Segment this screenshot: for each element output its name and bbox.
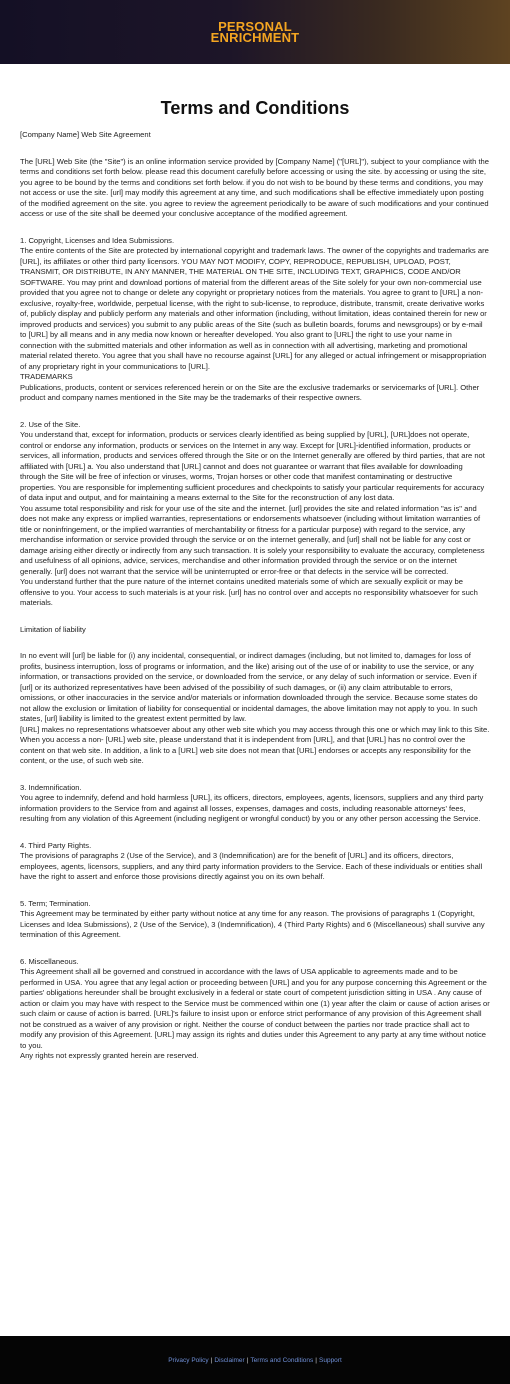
section-text: The entire contents of the Site are protected by international copyright and trademark laws. The owner of the copyrights and trademarks are [URL], its affiliates or other third party licensors. YOU MAY NOT MODIFY, COPY, REPRODUCE, REPUBLISH, UPLOAD, POST, TRANSMIT, OR DISTRIBUTE, IN ANY MANNER, THE MATERIAL ON THE SITE, INCLUDING TEXT, GRAPHICS, CODE AND/OR SOFTWARE. You may print and download portions of material from the different areas of the Site solely for your own non-commercial use provided that you agree not to change or delete any copyright or proprietary notices from the materials. You agree to grant to [URL] a non-exclusive, royalty-free, worldwide, perpetual license, with the right to sub-license, to reproduce, distribute, transmit, create derivative works of, publicly display and publicly perform any materials and other information (including, without limitation, ideas contained therein for new or improved products and services) you submit to any public areas of the Site (such as bulletin boards, forums and newsgroups) or by e-mail to [URL] by all means and in any media now known or hereafter developed. You also grant to [URL] the right to use your name in connection with the submitted materials and other information as well as in connection with all advertising, marketing and promotional material related thereto. You agree that you shall have no recourse against [URL] for any alleged or actual infringement or misappropriation of any proprietary right in your communications to [URL]. <box>20 246 489 371</box>
terms-section <box>20 651 490 767</box>
terms-section <box>20 625 490 636</box>
site-footer <box>0 1336 510 1384</box>
intro-paragraph <box>20 157 490 220</box>
footer-link-support[interactable]: Support <box>319 1356 342 1364</box>
footer-link-privacy-policy[interactable]: Privacy Policy <box>168 1356 209 1364</box>
section-text: [URL] makes no representations whatsoever about any other web site which you may access through this one or which may link to this Site. When you access a non- [URL] web site, please understand that it is independent from [URL], and that [URL] has no control over the content on that web site. In addition, a link to a [URL] web site does not mean that [URL] endorses or accepts any responsibility for the content, or the use, of such web site. <box>20 724 490 765</box>
page-title: Terms and Conditions <box>160 98 350 118</box>
main-content <box>0 98 510 1062</box>
section-text: The provisions of paragraphs 2 (Use of the Service), and 3 (Indemnification) are for the benefit of [URL] and its officers, directors, employees, agents, licensors, suppliers, and any third party information providers to the Service. Each of these individuals or entities shall have the right to assert and enforce those provisions directly against you on its own behalf. <box>20 851 483 881</box>
section-text: This Agreement may be terminated by either party without notice at any time for any reason. The provisions of paragraphs 1 (Copyright, Licenses and Idea Submissions), 2 (Use of the Service), 3 (Indemnification), 4 (Third Party Rights) and 6 (Miscellaneous) shall survive any termination of this Agreement. <box>20 909 485 939</box>
section-heading: 2. Use of the Site. <box>20 419 81 429</box>
section-heading: Limitation of liability <box>20 624 86 634</box>
footer-link-disclaimer[interactable]: Disclaimer <box>214 1356 245 1364</box>
footer-separator: | <box>210 1356 213 1364</box>
site-header <box>0 0 510 64</box>
site-logo[interactable] <box>211 21 300 43</box>
section-text: Any rights not expressly granted herein are reserved. <box>20 1051 199 1060</box>
terms-section <box>20 420 490 609</box>
page-subtitle: [Company Name] Web Site Agreement <box>20 130 151 139</box>
footer-separator: | <box>315 1356 317 1364</box>
terms-section <box>20 957 490 1062</box>
section-text: You assume total responsibility and risk for your use of the site and the internet. [url] provides the site and related information "as is" and does not make any express or implied warranties, representations or endorsements whatsoever (including without limitation warranties of title or noninfringement, or the implied warranties of merchantability or fitness for a particular purpose) with regard to the service, any merchandise information or service provided through the service or on the internet generally, and [url] shall not be liable for any cost or damage arising either directly or indirectly from any such transaction. It is solely your responsibility to evaluate the accuracy, completeness and usefulness of all opinions, advice, services, merchandise and other information provided through the service or on the internet generally. [url] does not warrant that the service will be uninterrupted or error-free or that defects in the service will be corrected. <box>20 503 485 576</box>
logo-line-1: PERSONAL <box>218 19 292 34</box>
footer-link-terms-and-conditions[interactable]: Terms and Conditions <box>250 1356 314 1364</box>
section-text: TRADEMARKS <box>20 372 73 381</box>
section-text: Publications, products, content or services referenced herein or on the Site are the exclusive trademarks or servicemarks of [URL]. Other product and company names mentioned in the Site may be the trademarks of their respective owners. <box>20 382 480 402</box>
section-text: You agree to indemnify, defend and hold harmless [URL], its officers, directors, employees, agents, licensors, suppliers and any third party information providers to the Service from and against all losses, expenses, damages and costs, including reasonable attorneys' fees, resulting from any violation of this Agreement (including negligent or wrongful conduct) by you or any other person accessing the Service. <box>20 793 484 823</box>
section-heading: 4. Third Party Rights. <box>20 840 92 850</box>
section-heading: 5. Term; Termination. <box>20 898 91 908</box>
section-heading: In no event will [url] be liable for (i) any incidental, consequential, or indirect damages (including, but not limited to, damages for loss of profits, business interruption, loss of programs or information, and the like) arising out of the use of or inability to use the service, or any information, or transactions provided on the service, or downloaded from the service, or any delay of such information or service. Even if [url] or its authorized representatives have been advised of the possibility of such damages, or (ii) any claim attributable to errors, omissions, or other inaccuracies in the service and/or materials or information downloaded through the service. Because some states do not allow the exclusion or limitation of liability for consequential or incidental damages, the above limitation may not apply to you. In such states, [url] liability is limited to the greatest extent permitted by law. <box>20 651 478 723</box>
section-text: This Agreement shall all be governed and construed in accordance with the laws of USA applicable to agreements made and to be performed in USA. You agree that any legal action or proceeding between [URL] and you for any purpose concerning this Agreement or the parties' obligations hereunder shall be brought exclusively in a federal or state court of competent jurisdiction sitting in USA . Any cause of action or claim you may have with respect to the Service must be commenced within one (1) year after the claim or cause of action arises or such claim or cause of action is barred. [URL]'s failure to insist upon or enforce strict performance of any provision of this Agreement shall not be construed as a waiver of any provision or right. Neither the course of conduct between the parties nor trade practice shall act to modify any provision of this Agreement. [URL] may assign its rights and duties under this Agreement to any party at any time without notice to you. <box>20 967 490 1050</box>
section-text: You understand that, except for information, products or services clearly identified as being supplied by [URL], [URL]does not operate, control or endorse any information, products or services on the Internet in any way. Except for [URL]-identified information, products or services, all information, products and services offered through the Site or on the Internet generally are offered by third parties, that are not affiliated with [URL] a. You also understand that [URL] cannot and does not guarantee or warrant that files available for downloading through the Site will be free of infection or viruses, worms, Trojan horses or other code that manifest contaminating or destructive properties. You are responsible for implementing sufficient procedures and checkpoints to satisfy your particular requirements for accuracy of data input and output, and for maintaining a means external to the Site for the reconstruction of any lost data. <box>20 430 485 502</box>
terms-section <box>20 783 490 825</box>
section-heading: 1. Copyright, Licenses and Idea Submissions. <box>20 235 175 245</box>
section-heading: 3. Indemnification. <box>20 782 82 792</box>
section-heading: 6. Miscellaneous. <box>20 956 79 966</box>
logo-line-2: ENRICHMENT <box>210 30 300 45</box>
footer-links <box>168 1357 342 1364</box>
terms-section <box>20 899 490 941</box>
terms-sections <box>20 236 490 1062</box>
intro-text: The [URL] Web Site (the "Site") is an online information service provided by [Company Name] ("[URL]"), subject to your compliance with the terms and conditions set forth below. please read this document carefully before accessing or using the site. by accessing or using the site, you agree to be bound by the terms and conditions set forth below. if you do not wish to be bound by these terms and conditions, you may not access or use the site. [url] may modify this agreement at any time, and such modifications shall be effective immediately upon posting of the modified agreement on the site. you agree to review the agreement periodically to be aware of such modifications and your continued access or use of the site shall be deemed your conclusive acceptance of the modified agreement. <box>20 156 489 218</box>
section-text: You understand further that the pure nature of the internet contains unedited materials some of which are sexually explicit or may be offensive to you. Your access to such materials is at your risk. [url] has no control over and accepts no responsibility whatsoever for such materials. <box>20 577 478 607</box>
terms-section <box>20 236 490 404</box>
footer-separator: | <box>246 1356 249 1364</box>
terms-section <box>20 841 490 883</box>
